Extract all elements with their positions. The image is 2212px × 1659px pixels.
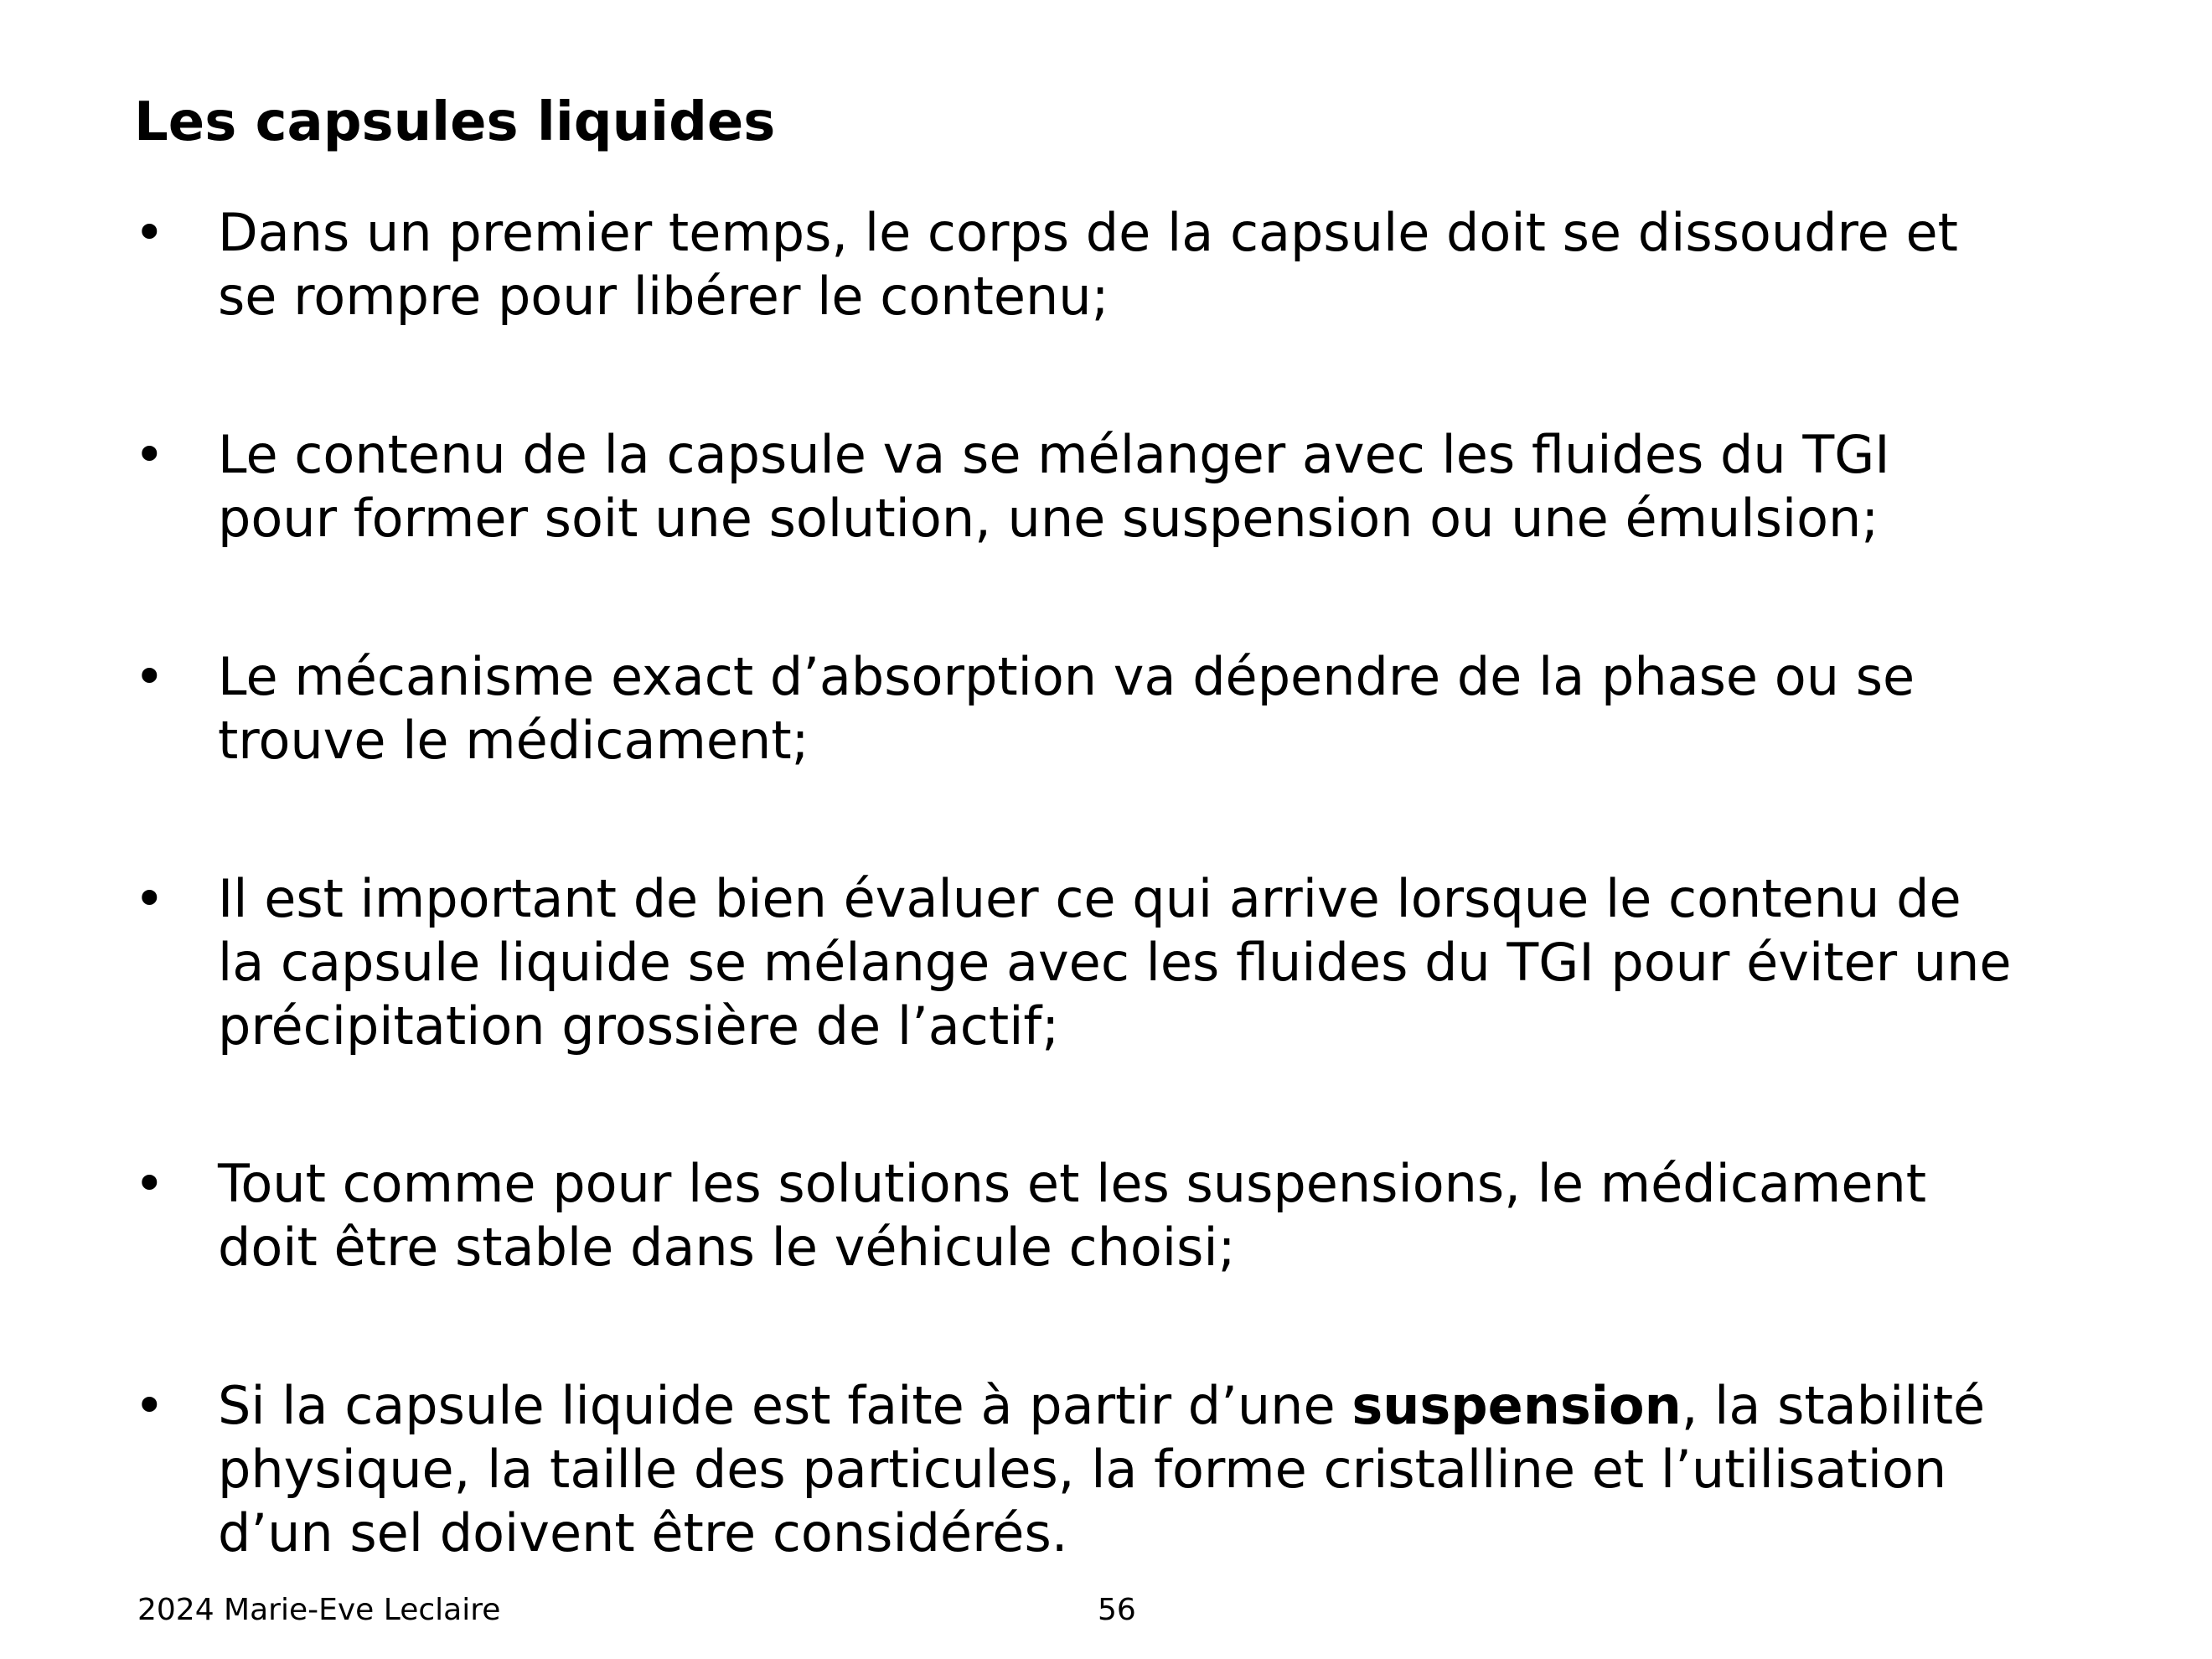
bullet-text-segment: Si la capsule liquide est faite à partir d’une — [218, 1375, 1352, 1436]
bullet-text — [218, 867, 2012, 1058]
bullet-line — [218, 1374, 1985, 1438]
bullet-dot-icon: • — [134, 424, 165, 485]
bold-term: suspension — [1351, 1375, 1682, 1436]
bullet-dot-icon: • — [134, 646, 165, 707]
bullet-text — [218, 1152, 1926, 1279]
bullet-text — [218, 201, 1958, 328]
bullet-text — [218, 1374, 1985, 1565]
bullet-line: se rompre pour libérer le contenu; — [218, 266, 1109, 327]
bullet-text — [218, 645, 1915, 773]
bullet-line: Dans un premier temps, le corps de la capsule doit se dissoudre et — [218, 202, 1958, 263]
bullet-line: physique, la taille des particules, la forme cristalline et l’utilisation — [218, 1439, 1947, 1500]
bullet-line: Le mécanisme exact d’absorption va dépendre de la phase ou se — [218, 646, 1915, 707]
bullet-line: Tout comme pour les solutions et les suspensions, le médicament — [218, 1153, 1927, 1214]
bullet-dot-icon: • — [134, 868, 165, 929]
bullet-line: Le contenu de la capsule va se mélanger avec les fluides du TGI — [218, 424, 1890, 485]
bullet-line: pour former soit une solution, une suspension ou une émulsion; — [218, 488, 1879, 549]
slide-title: Les capsules liquides — [134, 91, 776, 153]
bullet-dot-icon: • — [134, 1375, 165, 1436]
bullet-dot-icon: • — [134, 1153, 165, 1214]
bullet-text-segment: , la stabilité — [1681, 1375, 1986, 1436]
bullet-text — [218, 423, 1890, 550]
bullet-line: précipitation grossière de l’actif; — [218, 995, 1060, 1057]
bullet-line: la capsule liquide se mélange avec les fluides du TGI pour éviter une — [218, 932, 2012, 993]
bullet-line: Il est important de bien évaluer ce qui arrive lorsque le contenu de — [218, 868, 1961, 929]
bullet-line: trouve le médicament; — [218, 710, 809, 771]
bullet-line: doit être stable dans le véhicule choisi; — [218, 1217, 1236, 1278]
bullet-dot-icon: • — [134, 202, 165, 263]
footer-page-number: 56 — [1098, 1593, 1136, 1627]
bullet-line: d’un sel doivent être considérés. — [218, 1502, 1068, 1563]
footer-author: 2024 Marie-Eve Leclaire — [137, 1593, 501, 1627]
